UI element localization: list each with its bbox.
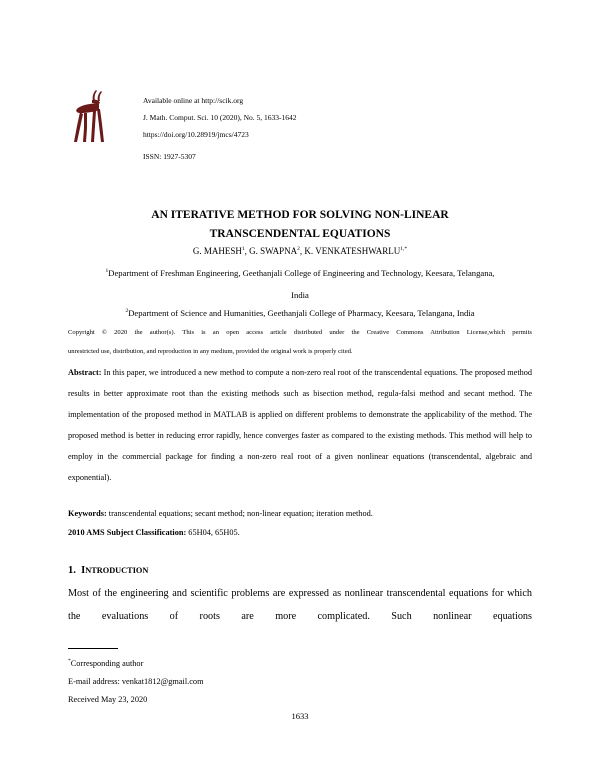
author-list [0,246,600,256]
author-swapna-affil: 2 [297,246,300,252]
available-online: Available online at http://scik.org [143,96,244,105]
footnote-corresponding-text: Corresponding author [70,659,144,668]
footnote-corresponding [68,659,143,668]
affiliation-2-text: Department of Science and Humanities, Geethanjali College of Pharmacy, Keesara, Telangana, India [128,308,475,318]
affiliation-1 [68,262,532,306]
footnote-email[interactable]: E-mail address: venkat1812@gmail.com [68,677,204,686]
section-title-initial: I [81,565,86,576]
abstract-text: In this paper, we introduced a new method to compute a non-zero real root of the transcendental equations. The proposed method results in better approximate root than the existing methods such as bisection method, regula-falsi method and secant method. The implementation of the proposed method in MATLAB is applied on different problems to demonstrate the applicability of the method. The proposed method is better in reducing error rapidly, hence converges faster as compared to the existing methods. This method will help to employ in the commercial package for finding a non-zero real root of a given nonlinear equations (transcendental, algebraic and exponential). [68,368,532,483]
affiliation-2 [68,302,532,324]
journal-citation: J. Math. Comput. Sci. 10 (2020), No. 5, 1633-1642 [143,113,297,122]
gazelle-icon [66,88,112,144]
ams-text: 65H04, 65H05. [186,528,240,537]
author-venkateshwarlu-affil: 1,* [400,246,408,252]
keywords-label: Keywords: [68,509,107,518]
affiliation-2-marker: 2 [125,308,129,315]
author-separator: , [299,246,305,256]
keywords [68,508,532,520]
paper-title-line-2: TRANSCENDENTAL EQUATIONS [209,228,391,240]
footnote-marker: * [68,658,71,665]
doi-link[interactable]: https://doi.org/10.28919/jmcs/4723 [143,130,249,139]
abstract-label: Abstract: [68,368,102,377]
author-mahesh-affil: 1 [241,246,245,252]
page-number: 1633 [291,711,309,721]
journal-logo-gazelle-icon [66,88,112,144]
copyright-line-1: Copyright © 2020 the author(s). This is an open access article distributed under the Creative Commons Attribution License,which permits [68,329,532,336]
affiliation-1-line-2: India [291,290,309,300]
author-swapna: G. SWAPNA [249,246,298,256]
introduction-paragraph: Most of the engineering and scientific problems are expressed as nonlinear transcendental equations for which the evaluations of roots are more complicated. Such nonlinear equations [68,588,532,622]
paper-title-line-1: AN ITERATIVE METHOD FOR SOLVING NON-LINEAR [151,209,449,221]
keywords-text: transcendental equations; secant method; non-linear equation; iteration method. [106,509,373,518]
ams-classification [68,527,532,539]
affiliation-1-line-1: Department of Freshman Engineering, Geethanjali College of Engineering and Technology, Keesara, Telangana, [108,268,495,278]
section-title-rest: NTRODUCTION [85,566,149,575]
section-heading-introduction [68,565,148,576]
section-number: 1. [68,565,76,576]
footnote-divider [68,648,118,649]
abstract [68,362,532,489]
affiliation-1-marker: 1 [105,268,109,275]
author-mahesh: G. MAHESH [192,246,242,256]
ams-label: 2010 AMS Subject Classification: [68,528,187,537]
issn: ISSN: 1927-5307 [143,152,196,161]
footnote-received: Received May 23, 2020 [68,695,148,704]
author-venkateshwarlu: K. VENKATESHWARLU [304,246,401,256]
copyright-line-2: unrestricted use, distribution, and reproduction in any medium, provided the original work is properly cited. [68,348,353,355]
author-separator: , [244,246,250,256]
